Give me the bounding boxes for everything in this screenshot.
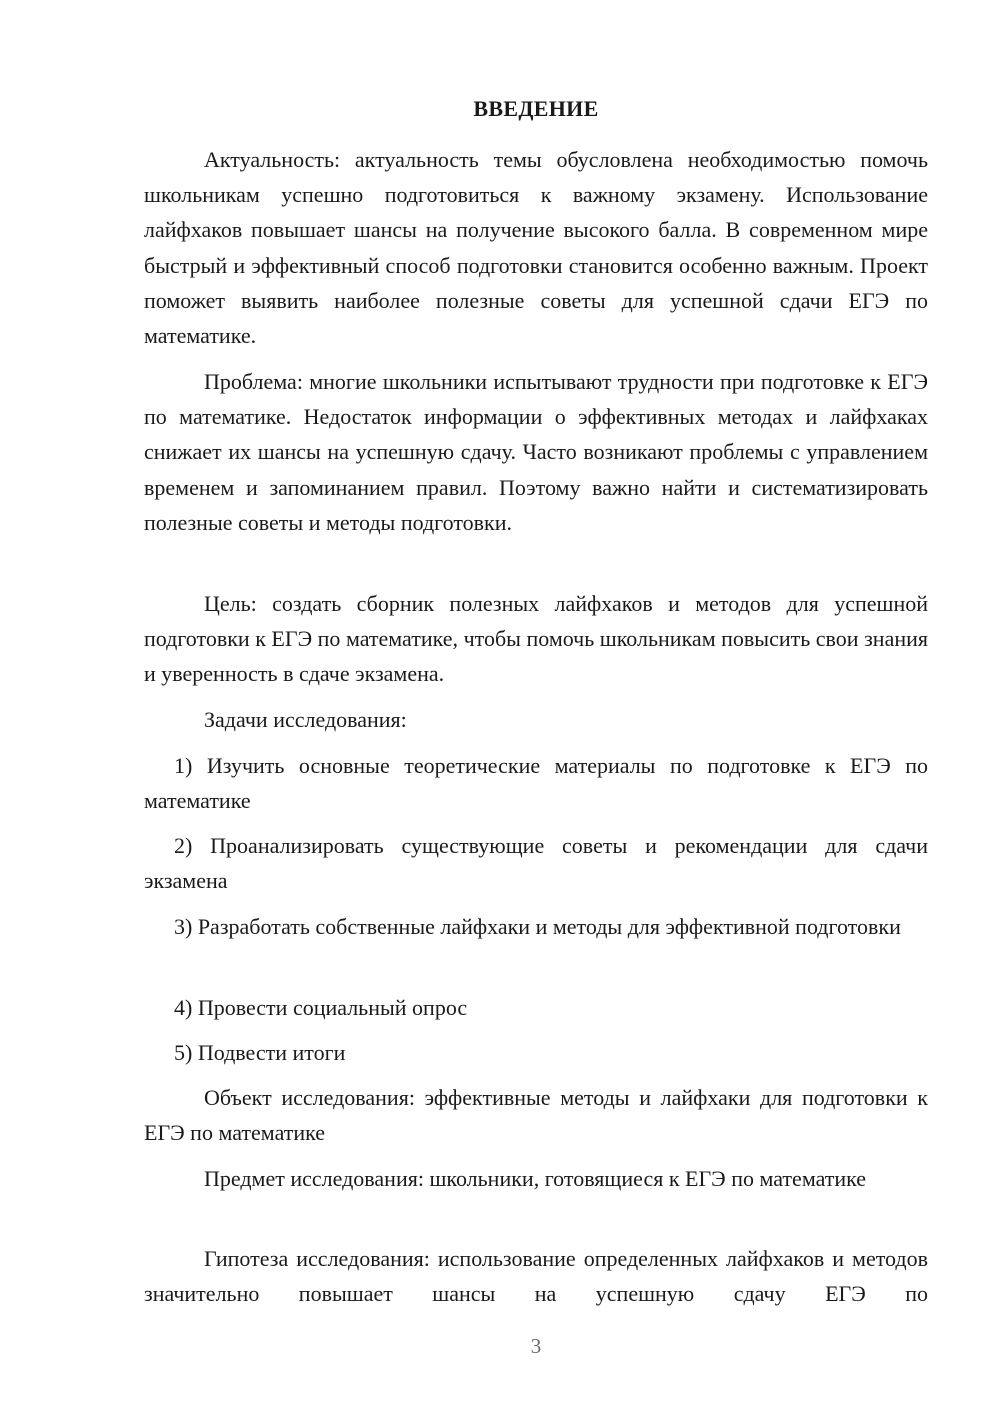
page-title: ВВЕДЕНИЕ bbox=[473, 96, 599, 121]
page-number: 3 bbox=[530, 1334, 542, 1358]
task-item-3: 3) Разработать собственные лайфхаки и методы для эффективной подготовки bbox=[174, 914, 901, 939]
paragraph-hypothesis: Гипотеза исследования: использование определенных лайфхаков и методов значительно повышает шансы на успешную сдачу ЕГЭ по bbox=[144, 1246, 928, 1307]
task-item-4: 4) Провести социальный опрос bbox=[174, 995, 468, 1020]
paragraph-problem: Проблема: многие школьники испытывают трудности при подготовке к ЕГЭ по математике. Недостаток информации о эффективных методах и лайфхаках снижает их шансы на успешную сдачу. Часто возникают проблемы с управлением временем и запоминанием правил. Поэтому важно найти и систематизировать полезные советы и методы подготовки. bbox=[144, 369, 928, 535]
task-item-5: 5) Подвести итоги bbox=[174, 1040, 346, 1065]
paragraph-object: Объект исследования: эффективные методы и лайфхаки для подготовки к ЕГЭ по математике bbox=[144, 1085, 928, 1146]
paragraph-subject: Предмет исследования: школьники, готовящиеся к ЕГЭ по математике bbox=[204, 1166, 867, 1191]
tasks-heading: Задачи исследования: bbox=[204, 707, 407, 732]
paragraph-relevance: Актуальность: актуальность темы обусловлена необходимостью помочь школьникам успешно подготовиться к важному экзамену. Использование лайфхаков повышает шансы на получение высокого балла. В современном мире быстрый и эффективный способ подготовки становится особенно важным. Проект поможет выявить наиболее полезные советы для успешной сдачи ЕГЭ по математике. bbox=[144, 147, 928, 349]
task-item-2: 2) Проанализировать существующие советы и рекомендации для сдачи экзамена bbox=[144, 833, 928, 894]
paragraph-goal: Цель: создать сборник полезных лайфхаков и методов для успешной подготовки к ЕГЭ по математике, чтобы помочь школьникам повысить свои знания и уверенность в сдаче экзамена. bbox=[144, 591, 928, 687]
task-item-1: 1) Изучить основные теоретические материалы по подготовке к ЕГЭ по математике bbox=[144, 753, 928, 814]
